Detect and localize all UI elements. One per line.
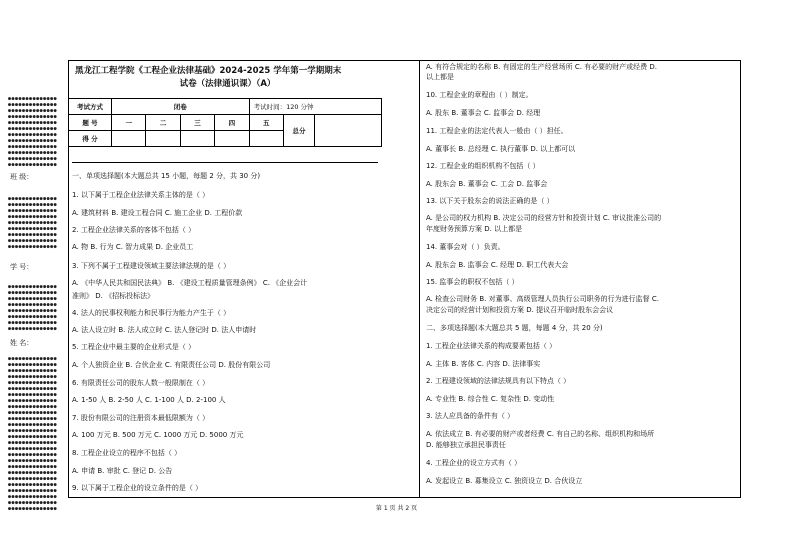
total-score-cell[interactable] [315, 115, 382, 147]
col-3: 三 [180, 115, 214, 131]
frame-right-line [740, 60, 741, 498]
question-line: 3. 下列不属于工程建设领域主要法律法规的是（ ） [72, 262, 231, 270]
question-line: A. 有符合规定的名称 B. 有固定的生产经营场所 C. 有必要的财产或经费 D. [426, 63, 657, 71]
question-line: 13. 以下关于股东会的说法正确的是（ ） [426, 197, 554, 205]
question-line: A. 股东 B. 董事会 C. 监事会 D. 经理 [426, 109, 541, 117]
question-line: A. 董事长 B. 总经理 C. 执行董事 D. 以上都可以 [426, 145, 576, 153]
question-line: 2. 工程企业法律关系的客体不包括（ ） [72, 226, 196, 234]
question-line: A. 发起设立 B. 募集设立 C. 独资设立 D. 合伙设立 [426, 477, 583, 485]
question-line: A. 1-50 人 B. 2-50 人 C. 1-100 人 D. 2-100 人 [72, 396, 226, 404]
question-line: A. 检查公司财务 B. 对董事、高级管理人员执行公司职务的行为进行监督 C. [426, 295, 659, 303]
exam-time: 考试时间：120 分钟 [249, 99, 381, 115]
question-line: A. 法人设立时 B. 法人成立时 C. 法人登记时 D. 法人申请时 [72, 326, 257, 334]
exam-title-line2: 试卷（法律通识课）（A） [179, 79, 276, 89]
exam-mode-value: 闭卷 [112, 99, 250, 115]
question-line: 3. 法人应具备的条件有（ ） [426, 412, 515, 420]
exam-mode-label: 考试方式 [69, 99, 112, 115]
question-line: 2. 工程建设领域的法律法规具有以下特点（ ） [426, 377, 571, 385]
question-line: 1. 工程企业法律关系的构成要素包括（ ） [426, 342, 557, 350]
score-cell-2[interactable] [146, 131, 180, 147]
question-line: A. 申请 B. 审批 C. 登记 D. 公告 [72, 467, 173, 475]
col-5: 五 [249, 115, 283, 131]
question-line: A. 《中华人民共和国民法典》 B. 《建设工程质量管理条例》 C. 《企业会计 [72, 279, 308, 287]
question-line: 14. 董事会对（ ）负责。 [426, 243, 505, 251]
section2-heading: 二、多项选择题(本大题总共 5 题，每题 4 分，共 20 分) [426, 324, 603, 332]
col-4: 四 [215, 115, 249, 131]
question-line: 15. 监事会的职权不包括（ ） [426, 278, 519, 286]
question-line: 9. 以下属于工程企业的设立条件的是（ ） [72, 484, 203, 492]
frame-top-line [68, 60, 741, 61]
exam-title-line1: 黑龙江工程学院《工程企业法律基础》2024-2025 学年第一学期期末 [75, 66, 342, 76]
score-table [68, 98, 382, 147]
score-cell-4[interactable] [215, 131, 249, 147]
question-line: 7. 股份有限公司的注册资本最低限额为（ ） [72, 414, 210, 422]
question-line: 4. 工程企业的设立方式有（ ） [426, 459, 522, 467]
question-line: 年度财务预算方案 D. 以上都是 [426, 225, 523, 233]
question-line: A. 依法成立 B. 有必要的财产或者经费 C. 有自己的名称、组织机构和场所 [426, 430, 655, 438]
question-line: A. 建筑材料 B. 建设工程合同 C. 施工企业 D. 工程价款 [72, 209, 243, 217]
frame-center-line [419, 60, 420, 498]
question-line: A. 100 万元 B. 500 万元 C. 1000 万元 D. 5000 万元 [72, 431, 244, 439]
page-number: 第 1 页 共 2 页 [375, 505, 418, 512]
section-divider [72, 162, 378, 163]
question-line: A. 股东会 B. 董事会 C. 工会 D. 监事会 [426, 180, 548, 188]
student-id-label: 学 号： [10, 263, 34, 271]
question-line: A. 专业性 B. 综合性 C. 复杂性 D. 变动性 [426, 395, 555, 403]
question-line: 以上都是 [426, 73, 454, 81]
col-2: 二 [146, 115, 180, 131]
binding-dots-bottom: ●●●●●●●●●●●●●● ●●●●●●●●●●●●●● ●●●●●●●●●●●●●● ●●●●●●●●●●●●●● ●●●●●●●●●●●●●● ●●●●●●●●●●●●●● ●●●●●●●●●●●●●● ●●●●●●●●●●●●●● ●●●●●●●●●●●●●● ●●●●●●●●●●●●●● ●●●●●●●●●●●●●● ●●●●●●●●●●●●●● ●●●●●●●●●●●●●● ●●●●●●●●●●●●●● ●●●●●●●●●●●●●● ●●●●●●●●●●●●●● ●●●●●●●●●●●●●● ●●●●●●●●●●●●●● ●●●●●●●●●●●●●● ●●●●●●●●●●●●●● ●●●●●●●●●●●●●● ●●●●●●●●●●●●●● ●●●●●●●●●●●●●● ●●●●●●●●●●●●●● ●●●●●●●●●●●●●● ●●●●●●●●●●●●●● [8, 356, 58, 512]
score-cell-5[interactable] [249, 131, 283, 147]
section1-heading: 一、单项选择题(本大题总共 15 小题，每题 2 分，共 30 分) [72, 172, 261, 180]
binding-dots-mid2: ●●●●●●●●●●●●●● ●●●●●●●●●●●●●● ●●●●●●●●●●●●●● ●●●●●●●●●●●●●● ●●●●●●●●●●●●●● ●●●●●●●●●●●●●● ●●●●●●●●●●●●●● ●●●●●●●●●●●●●● [8, 284, 58, 332]
question-line: A. 股东会 B. 监事会 C. 经理 D. 职工代表大会 [426, 261, 569, 269]
score-cell-1[interactable] [112, 131, 146, 147]
frame-bottom-line [68, 497, 741, 498]
question-line: A. 物 B. 行为 C. 智力成果 D. 企业员工 [72, 243, 194, 251]
binding-dots-top: ●●●●●●●●●●●●●● ●●●●●●●●●●●●●● ●●●●●●●●●●●●●● ●●●●●●●●●●●●●● ●●●●●●●●●●●●●● ●●●●●●●●●●●●●● ●●●●●●●●●●●●●● ●●●●●●●●●●●●●● ●●●●●●●●●●●●●● ●●●●●●●●●●●●●● ●●●●●●●●●●●●●● ●●●●●●●●●●●●●● [8, 96, 58, 168]
question-line: 6. 有限责任公司的股东人数一般限制在（ ） [72, 379, 210, 387]
binding-dots-mid1: ●●●●●●●●●●●●●● ●●●●●●●●●●●●●● ●●●●●●●●●●●●●● ●●●●●●●●●●●●●● ●●●●●●●●●●●●●● ●●●●●●●●●●●●●● ●●●●●●●●●●●●●● ●●●●●●●●●●●●●● ●●●●●●●●●●●●●● [8, 196, 58, 250]
question-line: 5. 工程企业中最主要的企业形式是（ ） [72, 343, 196, 351]
question-line: D. 能够独立承担民事责任 [426, 441, 506, 449]
question-line: A. 个人独资企业 B. 合伙企业 C. 有限责任公司 D. 股份有限公司 [72, 361, 271, 369]
question-line: A. 是公司的权力机构 B. 决定公司的经营方针和投资计划 C. 审议批准公司的 [426, 214, 662, 222]
question-line: 4. 法人的民事权利能力和民事行为能力产生于（ ） [72, 309, 231, 317]
question-line: A. 主体 B. 客体 C. 内容 D. 法律事实 [426, 360, 541, 368]
question-line: 决定公司的经营计划和投资方案 D. 提议召开临时股东会会议 [426, 306, 614, 314]
question-line: 1. 以下属于工程企业法律关系主体的是（ ） [72, 191, 210, 199]
question-line: 10. 工程企业的章程由（ ）制定。 [426, 91, 533, 99]
question-line: 12. 工程企业的组织机构不包括（ ） [426, 162, 540, 170]
name-label: 姓 名： [10, 339, 34, 347]
score-label: 得 分 [69, 131, 112, 147]
question-line: 8. 工程企业设立的程序不包括（ ） [72, 449, 182, 457]
col-1: 一 [112, 115, 146, 131]
question-no-label: 题 号 [69, 115, 112, 131]
question-line: 11. 工程企业的法定代表人一般由（ ）担任。 [426, 127, 568, 135]
class-label: 班 级： [10, 173, 34, 181]
score-cell-3[interactable] [180, 131, 214, 147]
question-line: 准则》 D. 《招标投标法》 [72, 292, 155, 300]
total-label: 总分 [284, 115, 315, 147]
